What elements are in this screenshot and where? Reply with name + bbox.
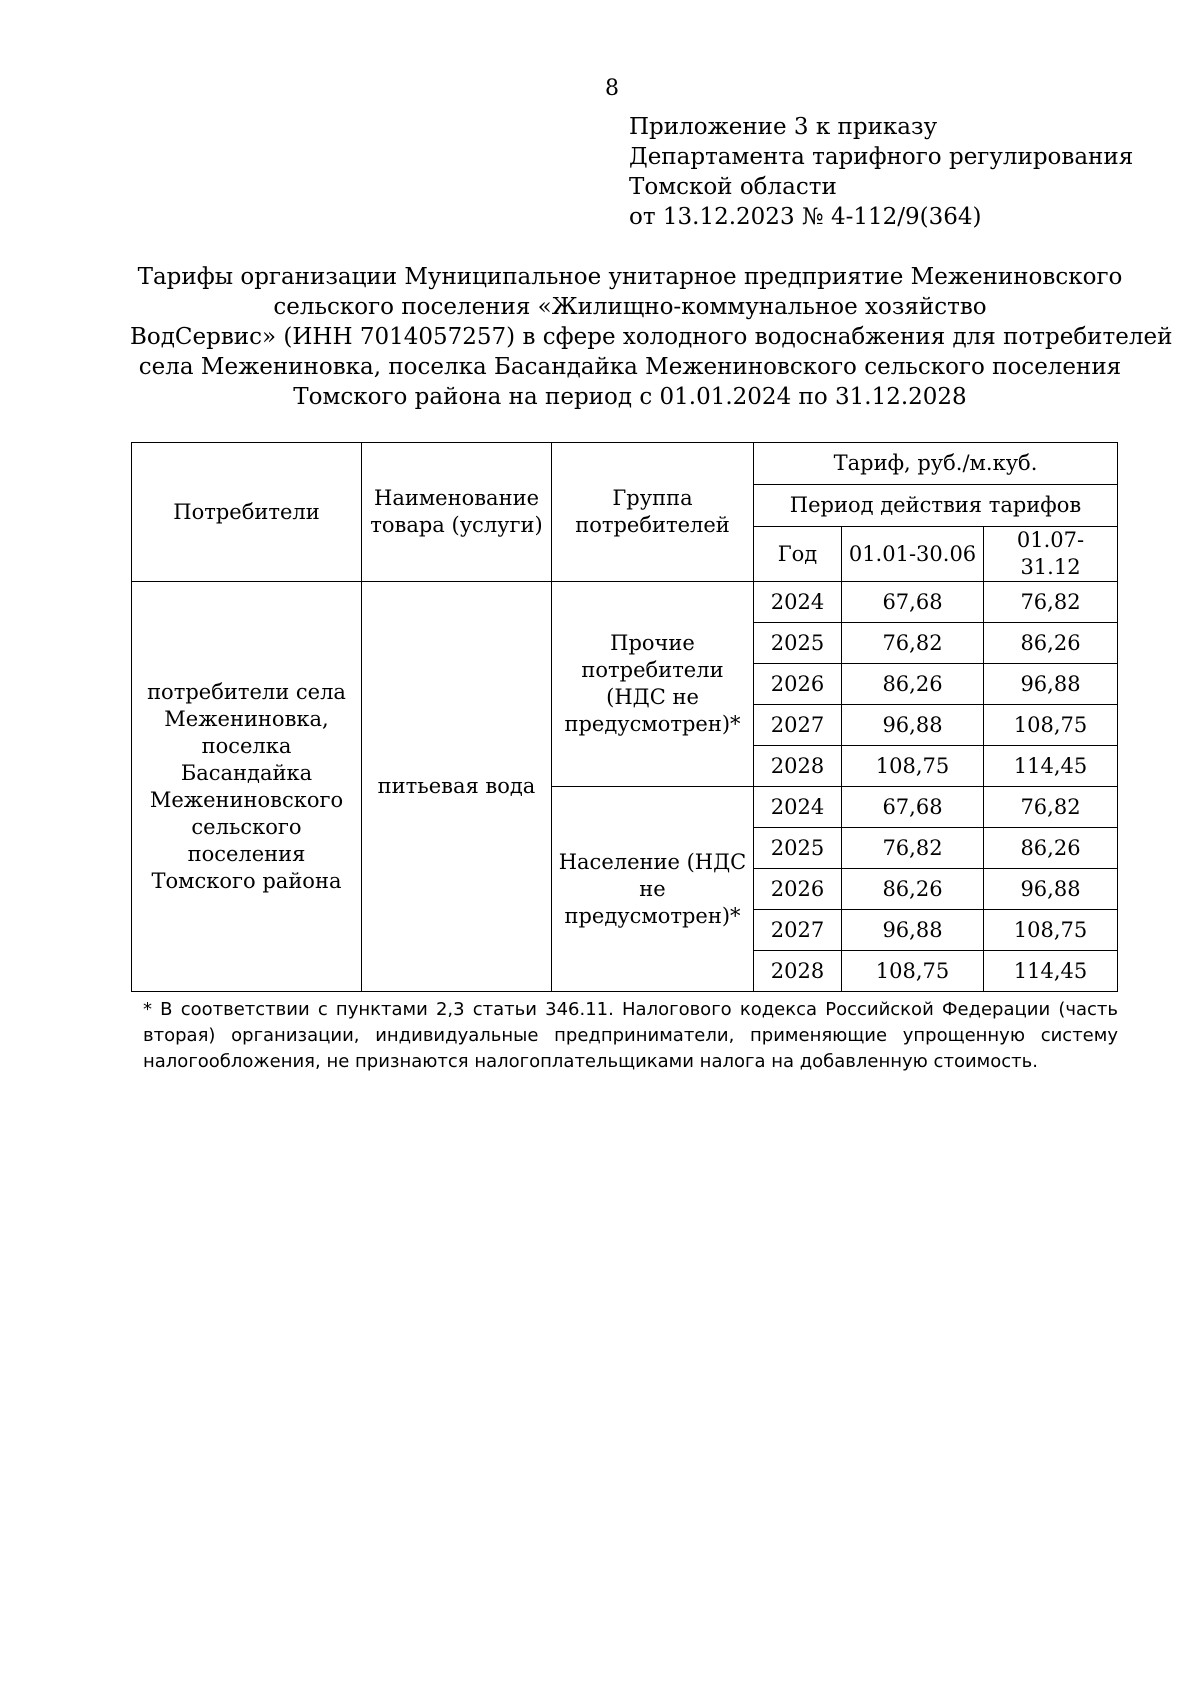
tariff-first-half: 108,75	[842, 746, 984, 787]
header-group: Группа потребителей	[552, 443, 754, 582]
tariff-second-half: 114,45	[984, 746, 1118, 787]
year-cell: 2025	[754, 828, 842, 869]
year-cell: 2027	[754, 705, 842, 746]
header-second-half: 01.07-31.12	[984, 527, 1118, 582]
header-consumers: Потребители	[132, 443, 362, 582]
year-cell: 2024	[754, 787, 842, 828]
header-product: Наименование товара (услуги)	[362, 443, 552, 582]
product-cell: питьевая вода	[362, 582, 552, 992]
tariff-second-half: 86,26	[984, 828, 1118, 869]
year-cell: 2024	[754, 582, 842, 623]
title-line: ВодСервис» (ИНН 7014057257) в сфере холодного водоснабжения для потребителей	[130, 324, 1173, 350]
year-cell: 2026	[754, 664, 842, 705]
tariff-first-half: 108,75	[842, 951, 984, 992]
tariff-first-half: 76,82	[842, 623, 984, 664]
consumers-cell: потребители села Межениновка, поселка Басандайка Межениновского сельского поселения Томского района	[132, 582, 362, 992]
year-cell: 2025	[754, 623, 842, 664]
tariff-table	[131, 442, 1118, 992]
document-title	[130, 262, 1173, 412]
table-row	[132, 582, 1118, 623]
header-period: Период действия тарифов	[754, 485, 1118, 527]
tariff-second-half: 114,45	[984, 951, 1118, 992]
title-line: сельского поселения «Жилищно-коммунальное хозяйство	[273, 294, 987, 320]
appendix-line: Приложение 3 к приказу	[629, 114, 938, 140]
footnote-line: * В соответствии с пунктами 2,3 статьи 346.11. Налогового кодекса Российской Федерации (часть	[143, 999, 1118, 1020]
appendix-line: Департамента тарифного регулирования	[629, 144, 1134, 170]
tariff-first-half: 96,88	[842, 705, 984, 746]
tariff-second-half: 76,82	[984, 582, 1118, 623]
title-line: Томского района на период с 01.01.2024 по 31.12.2028	[293, 384, 967, 410]
tariff-first-half: 86,26	[842, 869, 984, 910]
tariff-second-half: 96,88	[984, 869, 1118, 910]
year-cell: 2027	[754, 910, 842, 951]
tariff-first-half: 76,82	[842, 828, 984, 869]
appendix-line: от 13.12.2023 № 4-112/9(364)	[629, 204, 982, 230]
title-line: Тарифы организации Муниципальное унитарное предприятие Межениновского	[137, 264, 1123, 290]
tariff-second-half: 108,75	[984, 705, 1118, 746]
tariff-first-half: 67,68	[842, 582, 984, 623]
header-year: Год	[754, 527, 842, 582]
page-number: 8	[605, 76, 619, 101]
tariff-first-half: 67,68	[842, 787, 984, 828]
header-first-half: 01.01-30.06	[842, 527, 984, 582]
appendix-reference	[629, 112, 1133, 232]
group-cell-population: Население (НДС не предусмотрен)*	[552, 787, 754, 992]
tariff-second-half: 108,75	[984, 910, 1118, 951]
header-tariff: Тариф, руб./м.куб.	[754, 443, 1118, 485]
tariff-first-half: 96,88	[842, 910, 984, 951]
year-cell: 2028	[754, 746, 842, 787]
tariff-second-half: 86,26	[984, 623, 1118, 664]
year-cell: 2028	[754, 951, 842, 992]
footnote-line: вторая) организации, индивидуальные предприниматели, применяющие упрощенную систему	[143, 1025, 1118, 1046]
tariff-second-half: 96,88	[984, 664, 1118, 705]
appendix-line: Томской области	[629, 174, 837, 200]
footnote	[143, 997, 1118, 1075]
group-cell-other: Прочие потребители (НДС не предусмотрен)*	[552, 582, 754, 787]
title-line: села Межениновка, поселка Басандайка Межениновского сельского поселения	[138, 354, 1122, 380]
footnote-line: налогообложения, не признаются налогоплательщиками налога на добавленную стоимость.	[143, 1051, 1038, 1072]
year-cell: 2026	[754, 869, 842, 910]
tariff-second-half: 76,82	[984, 787, 1118, 828]
tariff-first-half: 86,26	[842, 664, 984, 705]
